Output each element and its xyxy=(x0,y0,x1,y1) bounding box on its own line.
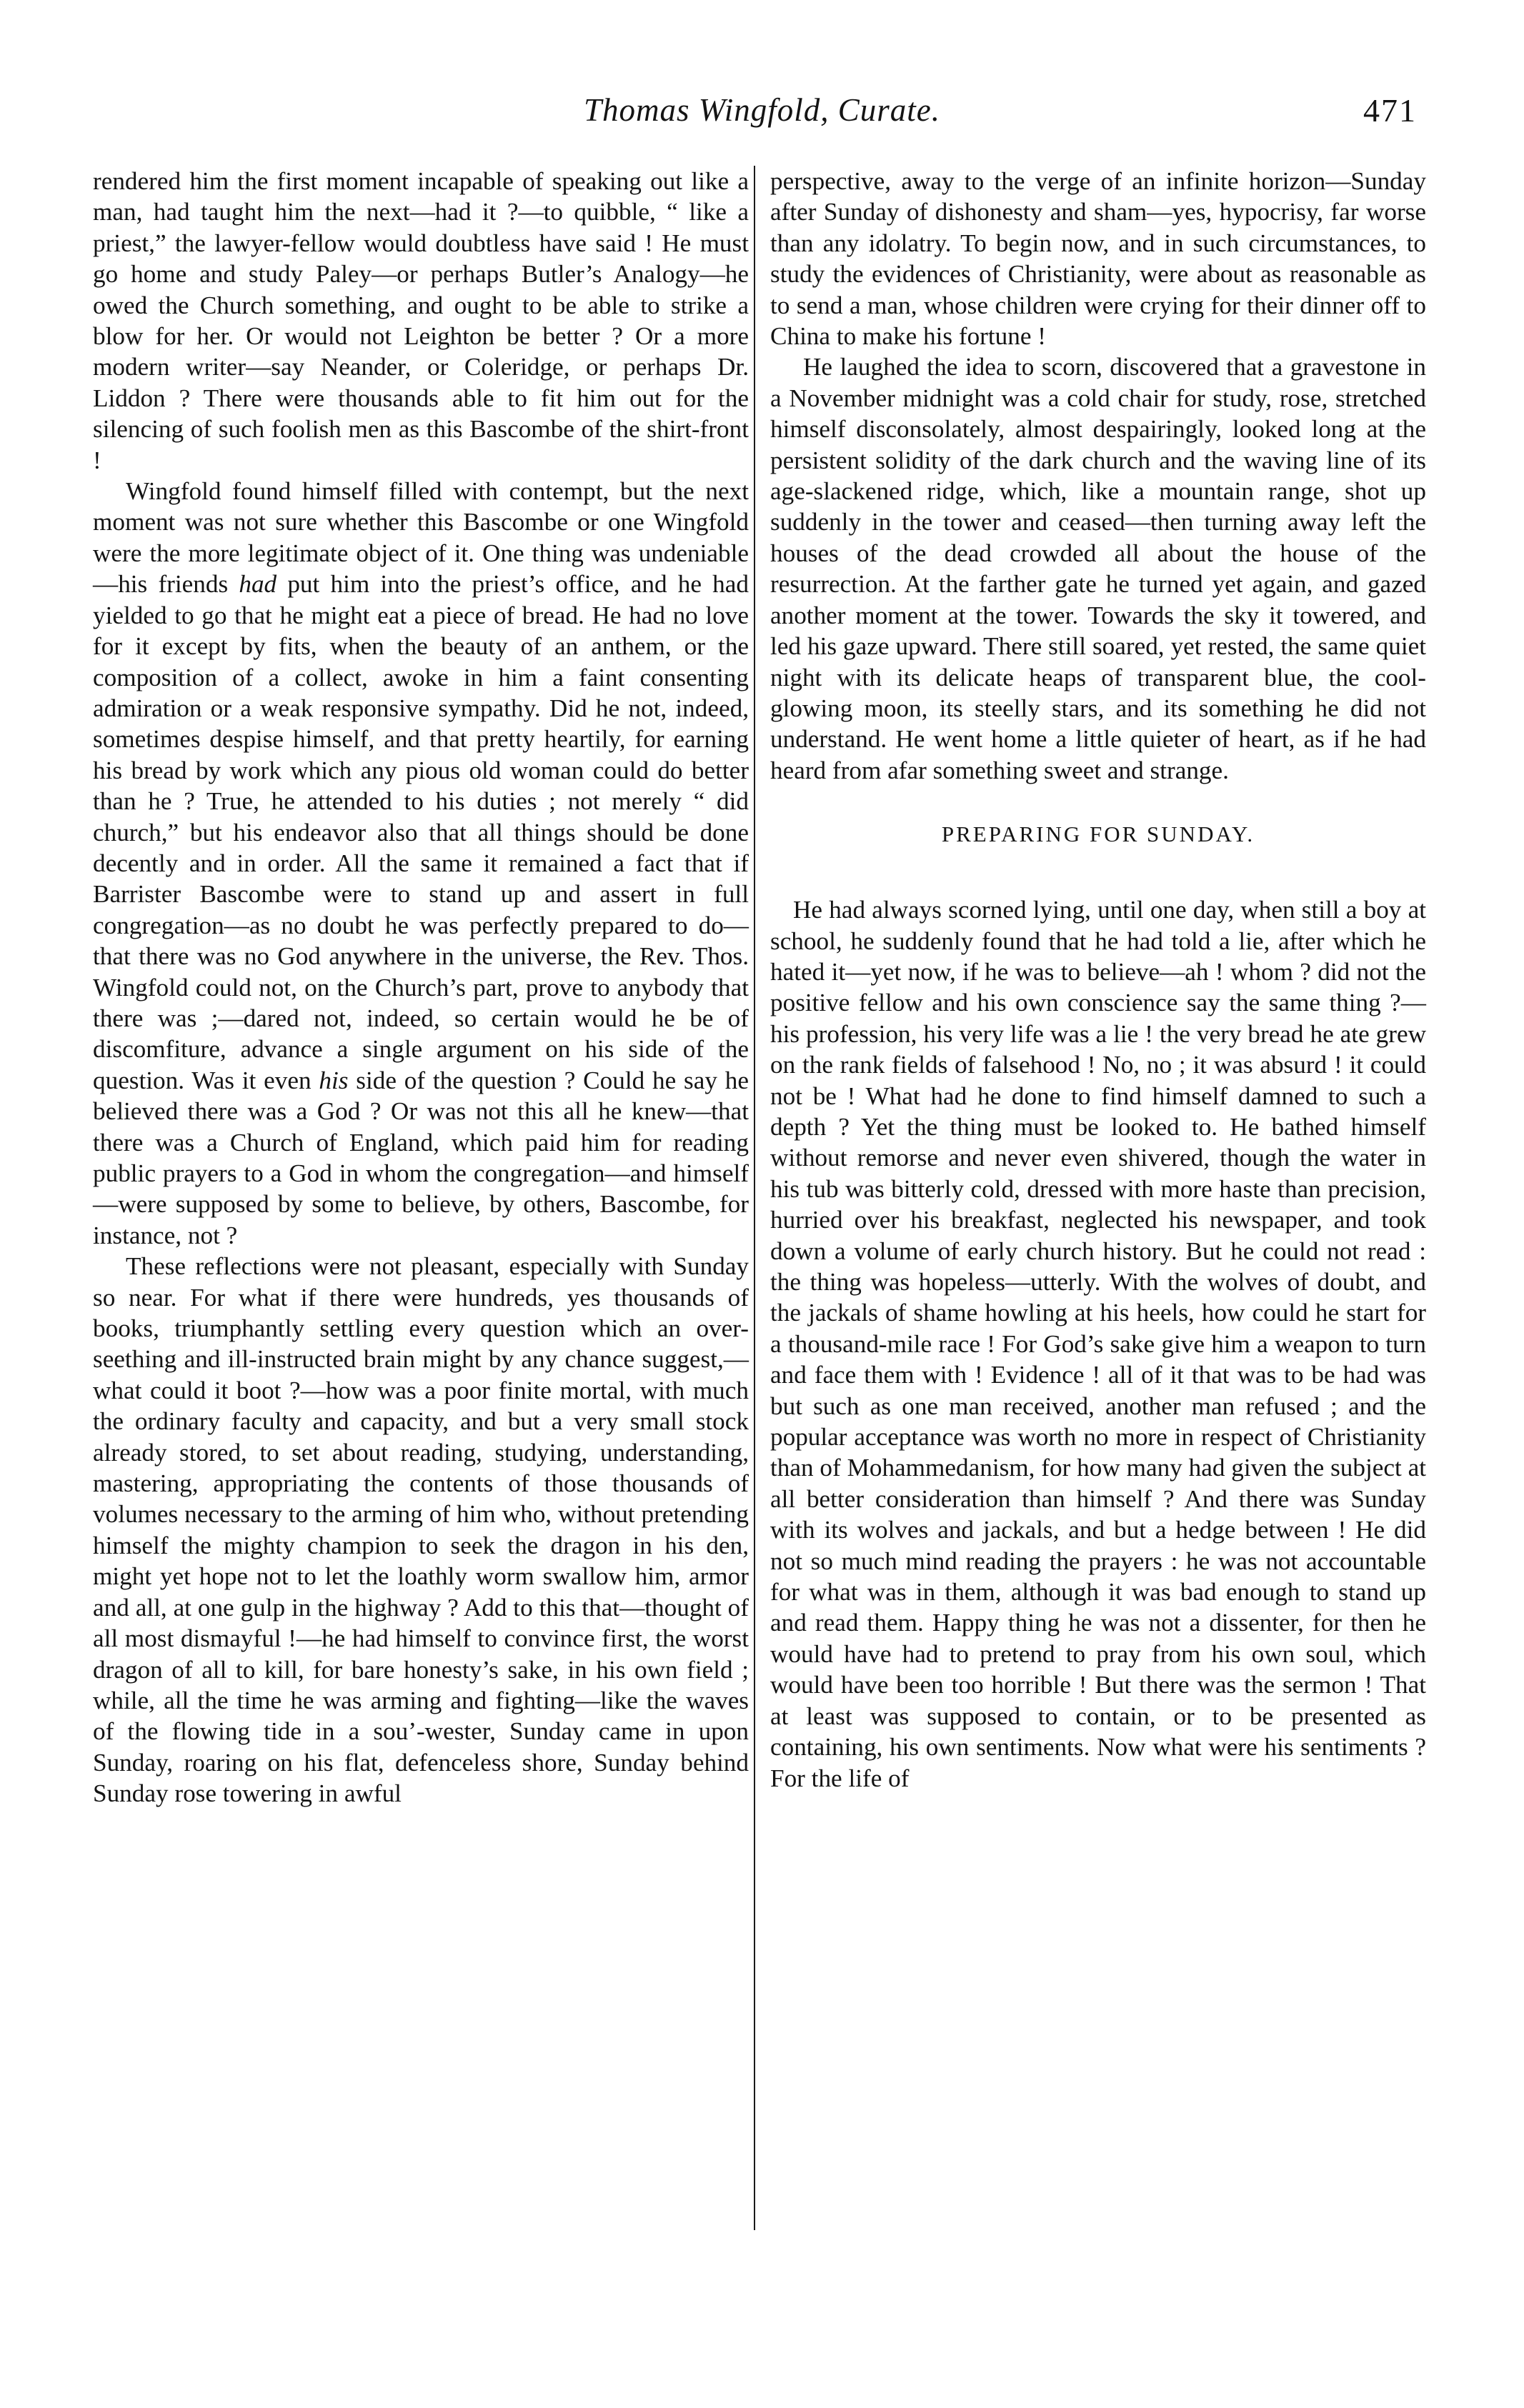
left-column xyxy=(93,166,749,1809)
running-title: Thomas Wingfold, Curate. xyxy=(583,92,941,128)
left-paragraph-2-text-c: side of the question ? Could he say he believed there was a God ? Or was not this all he knew—that there was a Church of England, which paid him for reading public prayers to a God in whom the congregation—and himself—were supposed by some to believe, by others, Bascombe, for instance, not ? xyxy=(93,1066,749,1249)
section-heading: PREPARING FOR SUNDAY. xyxy=(941,821,1255,847)
running-head xyxy=(93,91,1431,134)
left-paragraph-1: rendered him the first moment incapable of speaking out like a man, had taught him the next—had it ?—to quibble, “ like a priest,” the lawyer-fellow would doubtless have said ! He must go home and study Paley—or perhaps Butler’s Analogy—he owed the Church something, and ought to be able to strike a blow for her. Or would not Leighton be better ? Or a more modern writer—say Neander, or Coleridge, or perhaps Dr. Liddon ? There were thousands able to fit him out for the silencing of such foolish men as this Bascombe of the shirt-front ! xyxy=(93,167,749,474)
right-paragraph-2: He laughed the idea to scorn, discovered that a gravestone in a November midnight was a cold chair for study, rose, stretched himself disconsolately, almost despairingly, looked long at the persistent solidity of the dark church and the waving line of its age-slackened ridge, which, like a mountain range, shot up suddenly in the tower and ceased—then turning away left the houses of the dead crowded all about the house of the resurrection. At the farther gate he turned yet again, and gazed another moment at the tower. Towards the sky it towered, and led his gaze upward. There still soared, yet rested, the same quiet night with its delicate heaps of transparent blue, the cool-glowing moon, its steelly stars, and its something he did not understand. He went home a little quieter of heart, as if he had heard from afar something sweet and strange. xyxy=(770,353,1426,784)
left-paragraph-2-emphasis-had: had xyxy=(239,570,277,599)
right-paragraph-1: perspective, away to the verge of an infinite horizon—Sunday after Sunday of dishonesty and sham—yes, hypocrisy, far worse than any idolatry. To begin now, and in such circumstances, to study the evidences of Christianity, were about as reasonable as to send a man, whose children were crying for their dinner off to China to make his fortune ! xyxy=(770,167,1426,351)
left-paragraph-2 xyxy=(93,476,749,1251)
left-paragraph-2-text-a: Wingfold found himself filled with contempt, but the next moment was not sure whether this Bascombe or one Wingfold were the more legitimate object of it. One thing was undeniable—his friends xyxy=(93,477,749,599)
left-paragraph-3: These reflections were not pleasant, especially with Sunday so near. For what if there were hundreds, yes thousands of books, triumphantly settling every question which an over-seething and ill-instructed brain might by any chance suggest,—what could it boot ?—how was a poor finite mortal, with much the ordinary faculty and capacity, and but a very small stock already stored, to set about reading, studying, understanding, mastering, appropriating the contents of those thousands of volumes necessary to the arming of him who, without pretending himself the mighty champion to seek the dragon in his den, might yet hope not to let the loathly worm swallow him, armor and all, at one gulp in the highway ? Add to this that—thought of all most dismayful !—he had himself to convince first, the worst dragon of all to kill, for bare honesty’s sake, in his own field ; while, all the time he was arming and fighting—like the waves of the flowing tide in a sou’-wester, Sunday came in upon Sunday, roaring on his flat, defenceless shore, Sunday behind Sunday rose towering in awful xyxy=(93,1252,749,1808)
right-paragraph-3: He had always scorned lying, until one day, when still a boy at school, he suddenly found that he had told a lie, after which he hated it—yet now, if he was to believe—ah ! whom ? did not the positive fellow and his own conscience say the same thing ?—his profession, his very life was a lie ! the very bread he ate grew on the rank fields of falsehood ! No, no ; it was absurd ! it could not be ! What had he done to find himself damned to such a depth ? Yet the thing must be looked to. He bathed himself without remorse and never even shivered, though the water in his tub was bitterly cold, dressed with more haste than precision, hurried over his breakfast, neglected his newspaper, and took down a volume of early church history. But he could not read : the thing was hopeless—utterly. With the wolves of doubt, and the jackals of shame howling at his heels, how could he start for a thousand-mile race ! For God’s sake give him a weapon to turn and face them with ! Evidence ! all of it that was to be had was but such as one man received, another man refused ; and the popular acceptance was worth no more in respect of Christianity than of Mohammedanism, for how many had given the subject at all better consideration than himself ? And there was Sunday with its wolves and jackals, and but a hedge between ! He did not so much mind reading the prayers : he was not accountable for what was in them, although it was bad enough to stand up and read them. Happy thing he was not a dissenter, for then he would have had to pretend to pray from his own soul, which would have been too horrible ! But there was the sermon ! That at least was supposed to contain, or to be presented as containing, his own sentiments. Now what were his sentiments ? For the life of xyxy=(770,896,1426,1792)
left-paragraph-2-text-b: put him into the priest’s office, and he had yielded to go that he might eat a piece of bread. He had no love for it except by fits, when the beauty of an anthem, or the composition of a collect, awoke in him a faint consenting admiration or a weak responsive sympathy. Did he not, indeed, sometimes despise himself, and that pretty heartily, for earning his bread by work which any pious old woman could do better than he ? True, he attended to his duties ; not merely “ did church,” but his endeavor also that all things should be done decently and in order. All the same it remained a fact that if Barrister Bascombe were to stand up and assert in full congregation—as no doubt he was perfectly prepared to do—that there was no God anywhere in the universe, the Rev. Thos. Wingfold could not, on the Church’s part, prove to anybody that there was ;—dared not, indeed, so certain would he be of discomfiture, advance a single argument on his side of the question. Was it even xyxy=(93,570,749,1094)
left-paragraph-2-emphasis-his: his xyxy=(319,1066,349,1094)
right-column xyxy=(770,166,1426,1794)
column-divider xyxy=(754,166,755,2230)
page-number: 471 xyxy=(1363,92,1417,129)
